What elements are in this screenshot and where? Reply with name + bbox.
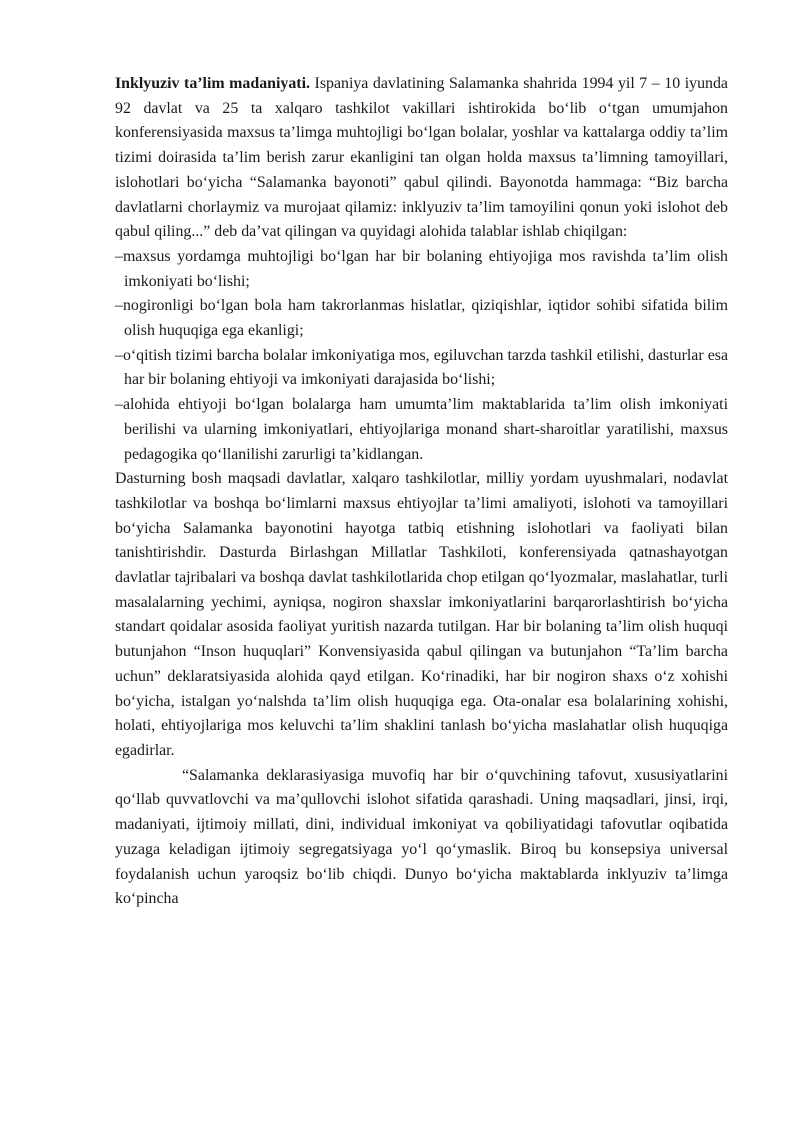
document-page <box>115 72 728 912</box>
list-item: –oʻqitish tizimi barcha bolalar imkoniyatiga mos, egiluvchan tarzda tashkil etilishi, dasturlar esa har bir bolaning ehtiyoji va imkoniyati darajasida boʻlishi; <box>115 346 728 389</box>
intro-paragraph <box>115 72 728 245</box>
list-item: –maxsus yordamga muhtojligi boʻlgan har bir bolaning ehtiyojiga mos ravishda ta’lim olish imkoniyati boʻlishi; <box>115 247 728 290</box>
list-item: –alohida ehtiyoji boʻlgan bolalarga ham umumta’lim maktablarida ta’lim olish imkoniyati berilishi va ularning imkoniyatlari, ehtiyojlariga monand shart-sharoitlar yaratilishi, maxsus pedagogika qoʻllanilishi zarurligi ta’kidlangan. <box>115 396 728 463</box>
list-item: –nogironligi boʻlgan bola ham takrorlanmas hislatlar, qiziqishlar, iqtidor sohibi sifatida bilim olish huquqiga ega ekanligi; <box>115 297 728 340</box>
program-paragraph: Dasturning bosh maqsadi davlatlar, xalqaro tashkilotlar, milliy yordam uyushmalari, nodavlat tashkilotlar va boshqa boʻlimlarni maxsus ehtiyojlar ta’limi amaliyoti, islohoti va tamoyillari boʻyicha Salamanka bayonotini hayotga tatbiq etishning islohotlari va faoliyati bilan tanishtirishdir. Dasturda Birlashgan Millatlar Tashkiloti, konferensiyada qatnashayotgan davlatlar tajribalari va boshqa davlat tashkilotlarida chop etilgan qoʻlyozmalar, maslahatlar, turli masalalarning yechimi, ayniqsa, nogiron shaxslar imkoniyatlarini barqarorlashtirish boʻyicha standart qoidalar asosida faoliyat yuritish nazarda tutilgan. Har bir bolaning ta’lim olish huquqi butunjahon “Inson huquqlari” Konvensiyasida qabul qilingan va butunjahon “Ta’lim barcha uchun” deklaratsiyasida alohida qayd etilgan. Koʻrinadiki, har bir nogiron shaxs oʻz xohishi boʻyicha, istalgan yoʻnalshda ta’lim olish huquqiga ega. Ota-onalar esa bolalarining xohishi, holati, ehtiyojlariga mos keluvchi ta’lim shaklini tanlash boʻyicha maslahatlar olish huquqiga egadirlar. <box>115 470 728 759</box>
requirements-list <box>115 245 728 467</box>
declaration-paragraph: “Salamanka deklarasiyasiga muvofiq har bir oʻquvchining tafovut, xususiyatlarini qoʻllab quvvatlovchi va ma’qullovchi islohot sifatida qarashadi. Uning maqsadlari, jinsi, irqi, madaniyati, ijtimoiy millati, dini, individual imkoniyat va qobiliyatidagi tafovutlar oqibatida yuzaga keladigan ijtimoiy segregatsiyaga yoʻl qoʻymaslik. Biroq bu konsepsiya universal foydalanish uchun yaroqsiz boʻlib chiqdi. Dunyo boʻyicha maktablarda inklyuziv ta’limga koʻpincha <box>115 766 728 908</box>
section-heading: Inklyuziv ta’lim madaniyati. <box>115 75 310 92</box>
intro-text: Ispaniya davlatining Salamanka shahrida 1994 yil 7 – 10 iyunda 92 davlat va 25 ta xalqaro tashkilot vakillari ishtirokida boʻlib oʻtgan umumjahon konferensiyasida maxsus ta’limga muhtojligi boʻlgan bolalar, yoshlar va kattalarga oddiy ta’lim tizimi doirasida ta’lim berish zarur ekanligini tan olgan holda maxsus ta’limning tamoyillari, islohotlari boʻyicha “Salamanka bayonoti” qabul qilindi. Bayonotda hammaga: “Biz barcha davlatlarni chorlaymiz va murojaat qilamiz: inklyuziv ta’lim tamoyilini qonun yoki islohot deb qabul qiling...” deb da’vat qilingan va quyidagi alohida talablar ishlab chiqilgan: <box>115 75 728 241</box>
